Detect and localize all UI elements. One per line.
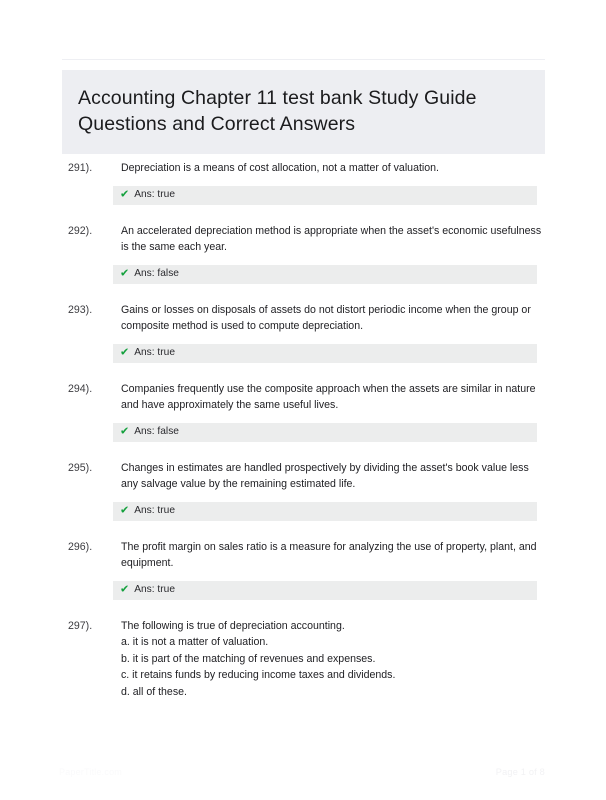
question-text: Companies frequently use the composite approach when the assets are similar in nature and have approximately the same useful lives. — [121, 382, 536, 411]
question-text: Gains or losses on disposals of assets do not distort periodic income when the group or composite method is used to compute depreciation. — [121, 303, 531, 332]
check-icon: ✔ — [120, 504, 130, 516]
question-body — [121, 539, 606, 572]
question-row — [0, 160, 606, 177]
question-item — [0, 381, 606, 442]
footer-page-number: Page 1 of 8 — [495, 767, 545, 777]
question-row — [0, 539, 606, 572]
check-icon: ✔ — [120, 583, 130, 595]
question-text: The following is true of depreciation accounting. — [121, 619, 345, 632]
question-number: 296). — [68, 540, 93, 553]
question-item — [0, 618, 606, 701]
question-body — [121, 381, 606, 414]
question-number: 293). — [68, 303, 93, 316]
question-item — [0, 302, 606, 363]
question-body — [121, 160, 606, 177]
answer-text: Ans: true — [134, 346, 175, 358]
question-text: Depreciation is a means of cost allocation, not a matter of valuation. — [121, 162, 439, 174]
check-icon: ✔ — [120, 425, 130, 437]
answer-bar — [113, 186, 537, 205]
check-icon: ✔ — [120, 188, 130, 200]
answer-text: Ans: false — [134, 267, 179, 279]
question-option[interactable]: a. it is not a matter of valuation. — [121, 636, 269, 648]
question-row — [0, 460, 606, 493]
question-item — [0, 539, 606, 600]
answer-bar — [113, 423, 537, 442]
question-option[interactable]: d. all of these. — [121, 685, 187, 698]
question-item — [0, 460, 606, 521]
answer-bar — [113, 344, 537, 363]
answer-bar — [113, 581, 537, 600]
question-body — [121, 302, 606, 335]
question-option[interactable]: c. it retains funds by reducing income taxes and dividends. — [121, 669, 396, 681]
answer-text: Ans: true — [134, 504, 175, 516]
check-icon: ✔ — [120, 267, 130, 279]
question-number: 297). — [68, 619, 93, 632]
answer-text: Ans: true — [134, 583, 175, 595]
page-footer — [0, 765, 606, 785]
question-row — [0, 223, 606, 256]
question-option[interactable]: b. it is part of the matching of revenues and expenses. — [121, 652, 376, 665]
answer-bar — [113, 502, 537, 521]
question-body — [121, 618, 606, 701]
check-icon: ✔ — [120, 346, 130, 358]
question-number: 295). — [68, 461, 93, 474]
question-list — [0, 160, 606, 700]
answer-text: Ans: false — [134, 425, 179, 437]
question-body — [121, 460, 606, 493]
question-row — [0, 381, 606, 414]
footer-watermark: PaperTitle.com — [59, 767, 122, 777]
question-row — [0, 618, 606, 701]
document-title-block — [62, 70, 545, 154]
page-title: Accounting Chapter 11 test bank Study Guide Questions and Correct Answers — [78, 87, 477, 135]
question-item — [0, 160, 606, 205]
question-text: Changes in estimates are handled prospectively by dividing the asset's book value less any salvage value by the remaining estimated life. — [121, 461, 529, 490]
question-number: 291). — [68, 162, 93, 174]
question-text: An accelerated depreciation method is appropriate when the asset's economic usefulness is the same each year. — [121, 224, 542, 253]
question-text: The profit margin on sales ratio is a measure for analyzing the use of property, plant, and equipment. — [121, 540, 537, 569]
question-item — [0, 223, 606, 284]
question-number: 292). — [68, 224, 93, 237]
question-body — [121, 223, 606, 256]
header-divider — [62, 59, 545, 60]
answer-bar — [113, 265, 537, 284]
question-number: 294). — [68, 382, 93, 395]
answer-text: Ans: true — [134, 188, 175, 200]
question-options — [121, 634, 545, 700]
question-row — [0, 302, 606, 335]
